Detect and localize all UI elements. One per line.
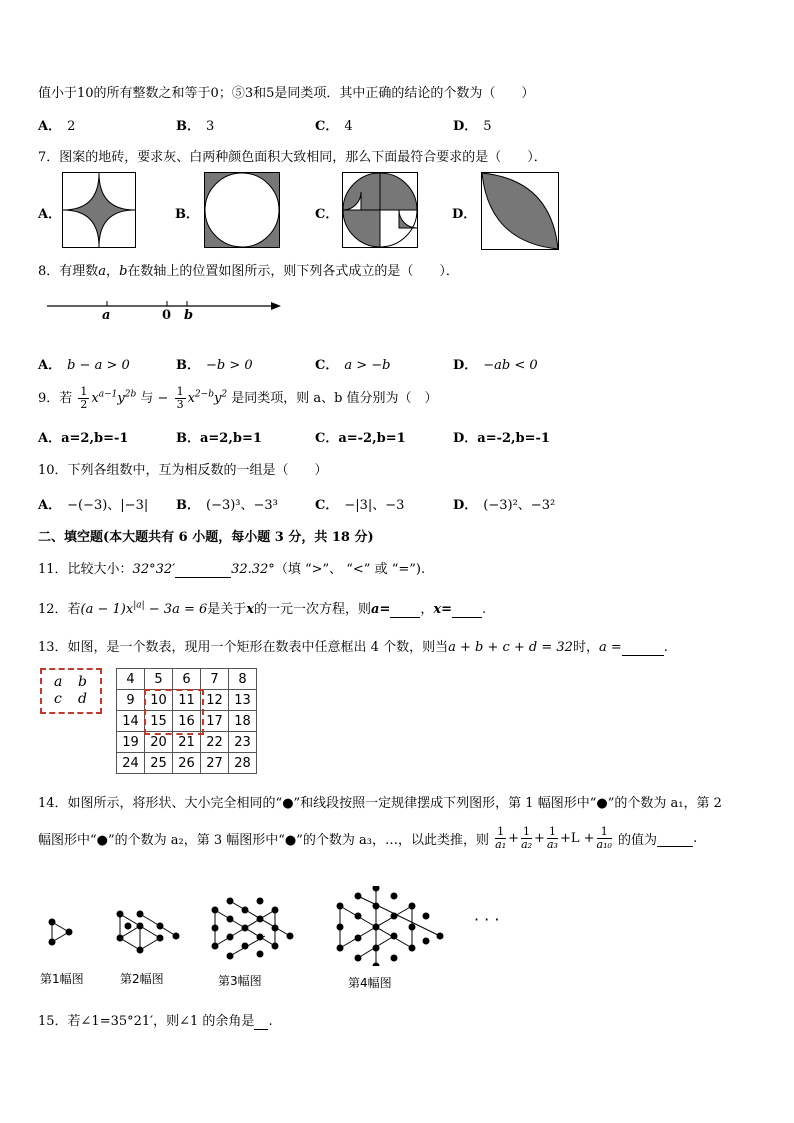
q13-a-eq: a = — [598, 640, 622, 655]
pattern-label-1: 第1幅图 — [40, 972, 84, 986]
q13-question — [38, 636, 668, 656]
q7-label-c: C． — [315, 207, 339, 222]
table-cell: 4 — [117, 669, 145, 690]
table-cell: 16 — [173, 711, 201, 732]
q12-mid: 是关于 — [207, 602, 247, 617]
q9-question — [38, 386, 438, 411]
table-cell: 28 — [229, 753, 257, 774]
pattern-3 — [212, 898, 293, 959]
q13-box-d: d — [78, 691, 87, 707]
table-cell: 25 — [145, 753, 173, 774]
q10-question: 10．下列各组数中，互为相反数的一组是（ ） — [38, 463, 328, 478]
q15-blank[interactable] — [254, 1014, 268, 1030]
q13-text: 13．如图，是一个数表，现用一个矩形在数表中任意框出 4 个数，则当 — [38, 640, 449, 655]
tile-figure-b — [204, 172, 280, 248]
pattern-label-4: 第4幅图 — [348, 976, 392, 990]
table-cell: 15 — [145, 711, 173, 732]
q8-option-b: B． −b > 0 — [176, 358, 253, 373]
q7-label-b: B． — [175, 207, 199, 222]
q9-option-b: B．a=2,b=1 — [176, 431, 262, 446]
q11-right-value: 32.32° — [231, 562, 275, 577]
q9-mid: 与 − — [140, 391, 169, 406]
q9-exp1: a−1 — [98, 389, 118, 400]
q14-blank[interactable] — [657, 831, 693, 847]
q14-period: . — [693, 831, 698, 846]
q6-option-d: D． 5 — [453, 119, 492, 134]
q10-option-b: B． (−3)³、−3³ — [176, 498, 278, 513]
q8-prefix: 8．有理数 — [38, 264, 99, 279]
table-cell: 14 — [117, 711, 145, 732]
q12-mid2: 的一元一次方程，则 — [254, 602, 372, 617]
q7-label-a: A． — [38, 207, 62, 222]
numberline-label-zero: 0 — [162, 308, 172, 323]
q10-option-a: A． −(−3)、|−3| — [38, 498, 149, 513]
q11-left-value: 32°32′ — [132, 562, 176, 577]
q12-x: x — [246, 602, 255, 617]
q13-letter-box — [40, 668, 102, 714]
q7-label-d: D． — [452, 207, 477, 222]
table-cell: 13 — [229, 690, 257, 711]
section-2-heading: 二、填空题(本大题共有 6 小题，每小题 3 分，共 18 分) — [38, 530, 374, 545]
q12-question — [38, 598, 486, 618]
q11-question — [38, 558, 425, 578]
q11-suffix: （填 “>”、 “<” 或 “=”). — [274, 562, 426, 577]
q9-x2: x — [187, 391, 195, 406]
q9-suffix: 是同类项，则 a、b 值分别为（ ） — [231, 391, 438, 406]
tile-figure-c — [342, 172, 418, 248]
q14-ellipsis: · · · — [474, 910, 500, 929]
q8-options — [38, 354, 758, 374]
q14-frac-1: $\frac{1}{\text{a₁}}$ — [495, 825, 507, 851]
q7-question: 7．图案的地砖，要求灰、白两种颜色面积大致相同，那么下面最符合要求的是（ ）． — [38, 150, 547, 165]
pattern-2 — [117, 911, 179, 953]
table-cell: 12 — [201, 690, 229, 711]
q13-box-b: b — [78, 674, 87, 690]
numberline-label-b: b — [184, 308, 194, 323]
q14-dots: +L + — [559, 831, 595, 846]
q13-expr: a + b + c + d = 32 — [448, 640, 573, 655]
table-cell: 6 — [173, 669, 201, 690]
q6-tail-text: 值小于10的所有整数之和等于0；⑤3和5是同类项．其中正确的结论的个数为（ ） — [38, 86, 535, 101]
q12-prefix: 12．若 — [38, 602, 81, 617]
q14-line-1: 14．如图所示，将形状、大小完全相同的“●”和线段按照一定规律摆成下列图形，第 1 幅图形中“●”的个数为 a₁，第 2 — [38, 796, 722, 811]
q8-var-b: b — [119, 264, 128, 279]
q14-frac-10: $\frac{1}{\text{a₁₀}}$ — [596, 825, 612, 851]
q9-fraction-1: $\frac{1}{2}$ — [80, 385, 88, 411]
table-cell: 23 — [229, 732, 257, 753]
table-cell: 17 — [201, 711, 229, 732]
q14-pattern-figures — [40, 886, 520, 966]
pattern-label-3: 第3幅图 — [218, 974, 262, 988]
table-cell: 26 — [173, 753, 201, 774]
q9-y1: y — [117, 391, 125, 406]
q9-prefix: 9．若 — [38, 391, 73, 406]
q9-exp3: 2−b — [194, 389, 214, 400]
q10-option-c: C． −|3|、−3 — [315, 498, 405, 513]
q12-sep: ， — [420, 602, 434, 617]
tile-figure-d — [481, 172, 559, 250]
q9-option-a: A．a=2,b=-1 — [38, 431, 129, 446]
q9-x1: x — [91, 391, 99, 406]
q13-selection-box — [144, 689, 204, 735]
q6-option-b: B． 3 — [176, 119, 215, 134]
q14-line-2-end: 的值为 — [618, 833, 658, 848]
q13-end: . — [663, 640, 668, 655]
q8-rest: 在数轴上的位置如图所示，则下列各式成立的是（ ）． — [127, 264, 459, 279]
q9-options — [38, 427, 758, 447]
tile-figure-a — [62, 172, 136, 248]
pattern-4 — [337, 886, 443, 966]
q9-exp4: 2 — [221, 389, 228, 400]
q9-exp2: 2b — [124, 389, 137, 400]
q11-prefix: 11．比较大小： — [38, 562, 133, 577]
pattern-label-2: 第2幅图 — [120, 972, 164, 986]
q11-blank[interactable] — [175, 562, 231, 578]
q13-box-c: c — [54, 691, 62, 707]
table-row — [117, 669, 257, 690]
q10-options — [38, 494, 758, 514]
q12-blank-a[interactable] — [390, 602, 420, 618]
q13-blank[interactable] — [622, 640, 664, 656]
q15-period: . — [268, 1014, 273, 1029]
q8-option-a: A． b − a > 0 — [38, 358, 130, 373]
q8-option-c: C． a > −b — [315, 358, 391, 373]
table-cell: 19 — [117, 732, 145, 753]
q9-option-c: C．a=-2,b=1 — [315, 431, 406, 446]
q15-question — [38, 1010, 273, 1030]
q10-option-d: D． (−3)²、−3² — [453, 498, 556, 513]
q14-line-2-text: 幅图形中“●”的个数为 a₂，第 3 幅图形中“●”的个数为 a₃，…，以此类推，则 — [38, 833, 489, 848]
q12-expr2: − 3a = 6 — [144, 602, 208, 617]
pattern-1 — [49, 919, 72, 945]
q8-var-a: a — [98, 264, 107, 279]
numberline-label-a: a — [102, 308, 111, 323]
table-cell: 27 — [201, 753, 229, 774]
q12-end: . — [482, 602, 487, 617]
q12-x-eq: x= — [433, 602, 453, 617]
q12-blank-x[interactable] — [452, 602, 482, 618]
table-cell: 5 — [145, 669, 173, 690]
q13-box-a: a — [54, 674, 63, 690]
q14-frac-2: $\frac{1}{\text{a₂}}$ — [521, 825, 533, 851]
table-cell: 24 — [117, 753, 145, 774]
q9-fraction-2: $\frac{1}{3}$ — [176, 385, 184, 411]
q14-frac-3: $\frac{1}{\text{a₃}}$ — [546, 825, 558, 851]
table-cell: 18 — [229, 711, 257, 732]
q8-option-d: D． −ab < 0 — [453, 358, 538, 373]
q9-y2: y — [213, 391, 222, 406]
q12-a-eq: a= — [371, 602, 391, 617]
q15-text: 15．若∠1=35°21′，则∠1 的余角是 — [38, 1014, 255, 1029]
q6-option-a: A． 2 — [38, 119, 76, 134]
q9-option-d: D．a=-2,b=-1 — [453, 431, 550, 446]
q14-line-2: 幅图形中“●”的个数为 a₂，第 3 幅图形中“●”的个数为 a₃，…，以此类推，则 $\frac{1}{\text{a₁}}$ + $\frac{1}{\text{a₂}}$ + $\frac{1}{\text{a₃}}$ +L + $\frac{1}{\text{a₁₀}}$ 的值为 . — [38, 825, 698, 851]
table-cell: 10 — [145, 690, 173, 711]
table-cell: 9 — [117, 690, 145, 711]
q6-options — [38, 115, 758, 135]
q12-exp: |a| — [133, 600, 145, 611]
table-cell: 20 — [145, 732, 173, 753]
table-cell: 7 — [201, 669, 229, 690]
table-cell: 8 — [229, 669, 257, 690]
table-row — [117, 753, 257, 774]
q13-mid: 时， — [572, 640, 599, 655]
q8-question — [38, 260, 459, 279]
q12-expr: (a − 1)x — [80, 602, 134, 617]
table-cell: 11 — [173, 690, 201, 711]
q6-option-c: C． 4 — [315, 119, 353, 134]
q8-sep: ， — [106, 264, 120, 279]
table-cell: 22 — [201, 732, 229, 753]
table-cell: 21 — [173, 732, 201, 753]
